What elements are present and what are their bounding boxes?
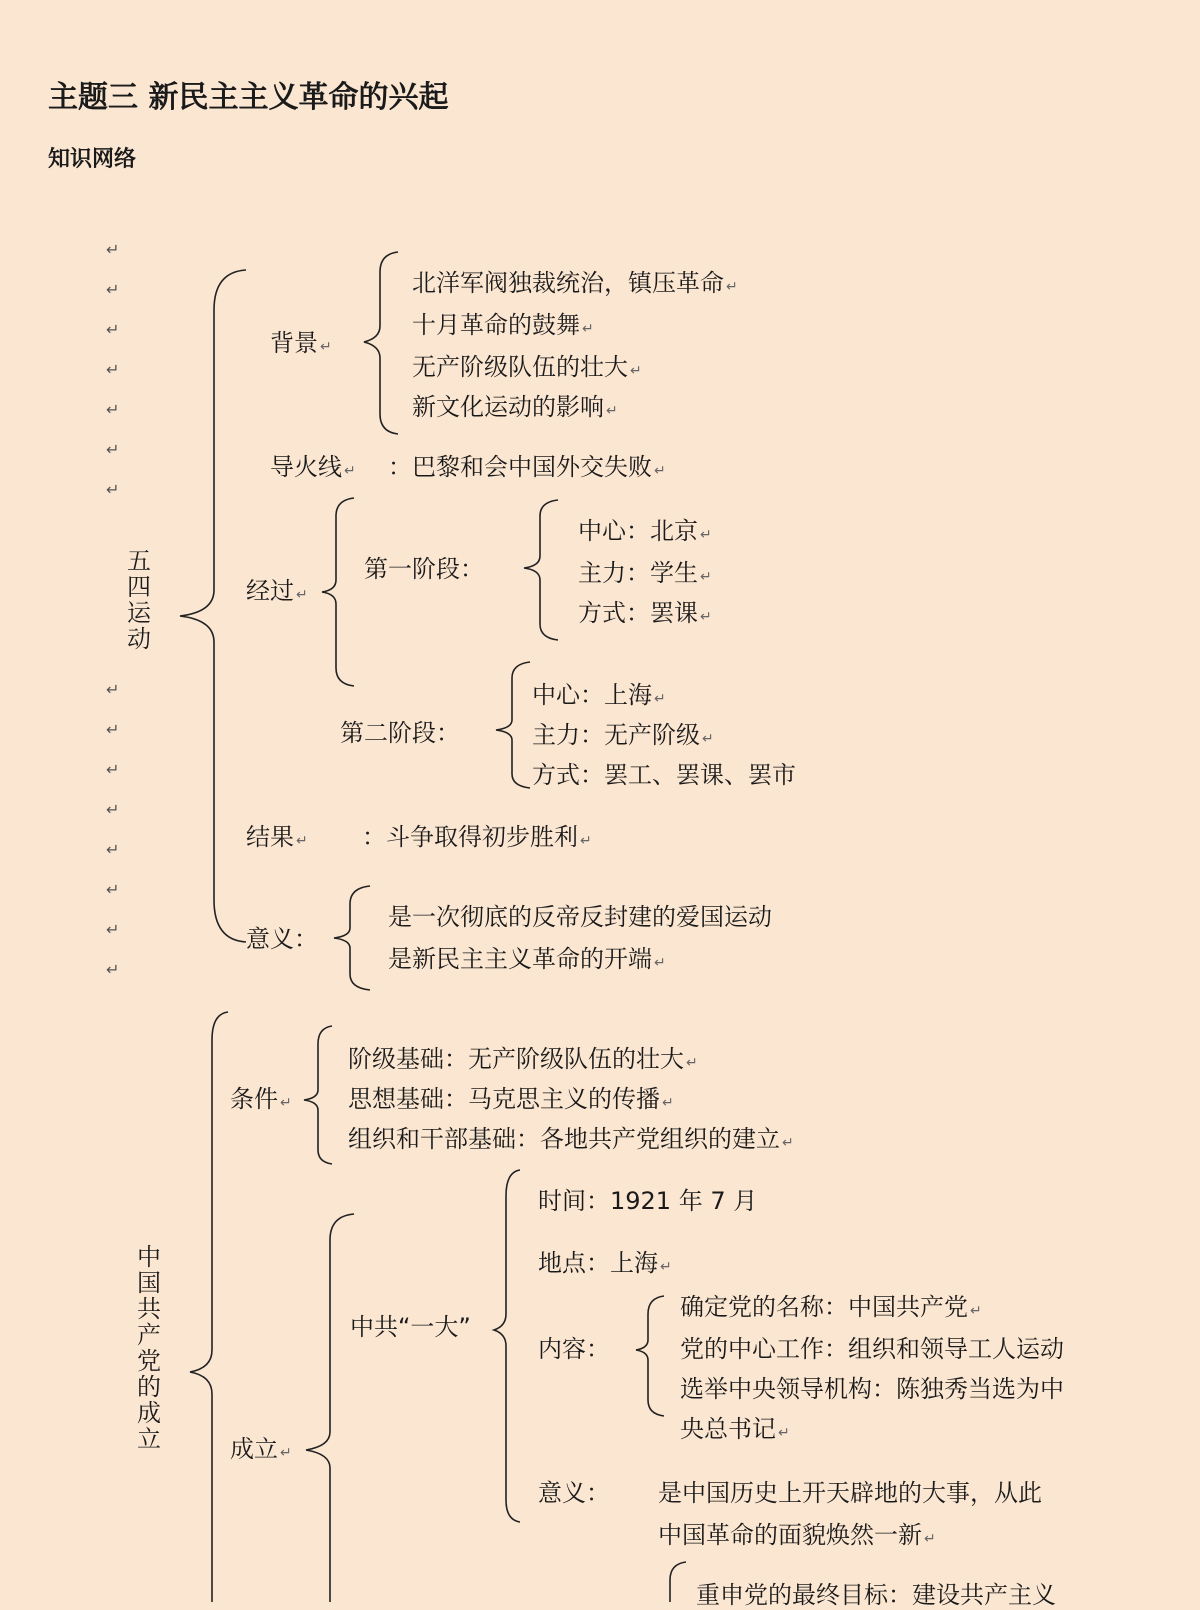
stage2-item: 中心：上海 ↵ [532,681,666,709]
return-mark: ↵ [106,880,120,899]
conditions-item: 思想基础：马克思主义的传播 ↵ [348,1085,674,1113]
stage1-item: 方式：罢课 ↵ [578,599,712,627]
return-mark: ↵ [106,360,120,379]
brace-second-item [670,1562,686,1602]
stage2-label: 第二阶段： [340,719,460,747]
brace-stage1 [524,500,558,640]
stage2-item: 方式：罢工、罢课、罢市 [532,761,796,789]
return-mark: ↵ [106,480,120,499]
congress-place: 地点：上海 ↵ [538,1249,672,1277]
brace-section1 [180,270,246,942]
congress-meaning-line: 中国革命的面貌焕然一新 ↵ [658,1521,936,1549]
return-mark: ↵ [106,240,120,259]
brace-significance [334,886,370,990]
stage1-label: 第一阶段： [364,555,484,583]
background-item: 新文化运动的影响 ↵ [412,393,618,421]
return-mark: ↵ [106,760,120,779]
conditions-label: 条件 ↵ [230,1085,292,1113]
congress-label: 中共“一大” [350,1313,471,1341]
significance-item: 是新民主主义革命的开端 ↵ [388,945,666,973]
section-heading: 知识网络 [48,147,137,172]
content-item: 选举中央领导机构：陈独秀当选为中 [680,1375,1064,1403]
congress-content-label: 内容： [538,1335,610,1363]
brace-background [364,252,398,434]
return-mark: ↵ [106,440,120,459]
brace-stage2 [496,662,530,788]
founding-label: 成立 ↵ [230,1435,292,1463]
content-item: 党的中心工作：组织和领导工人运动 [680,1335,1064,1363]
congress-meaning-label: 意义： [538,1479,610,1507]
brace-founding [306,1214,354,1602]
fuse-value: ：巴黎和会中国外交失败 ↵ [388,453,666,481]
return-mark: ↵ [106,960,120,979]
congress-time: 时间：1921 年 7 月 [538,1187,758,1215]
return-mark: ↵ [106,920,120,939]
section2-label: 中国共产党的成立 [137,1243,161,1453]
brace-conditions [304,1026,332,1164]
return-mark: ↵ [106,400,120,419]
brace-content [636,1296,664,1416]
return-mark: ↵ [106,320,120,339]
page-title: 主题三 新民主主义革命的兴起 [48,80,449,115]
return-mark: ↵ [106,720,120,739]
brace-congress [494,1170,520,1522]
background-item: 北洋军阀独裁统治，镇压革命 ↵ [412,269,738,297]
return-mark: ↵ [106,680,120,699]
background-label: 背景 ↵ [270,329,332,357]
return-mark: ↵ [106,800,120,819]
conditions-item: 组织和干部基础：各地共产党组织的建立 ↵ [348,1125,794,1153]
content-item: 央总书记 ↵ [680,1415,790,1443]
stage1-item: 中心：北京 ↵ [578,517,712,545]
significance-item: 是一次彻底的反帝反封建的爱国运动 [388,903,772,931]
background-item: 十月革命的鼓舞 ↵ [412,311,594,339]
conditions-item: 阶级基础：无产阶级队伍的壮大 ↵ [348,1045,698,1073]
process-label: 经过 ↵ [246,577,308,605]
brace-section2 [190,1012,228,1602]
congress-meaning-line: 是中国历史上开天辟地的大事，从此 [658,1479,1042,1507]
second-congress-item: 重申党的最终目标：建设共产主义 [696,1581,1056,1609]
result-label: 结果 ↵ [246,823,308,851]
section1-label: 五四运动 [127,547,151,653]
stage1-item: 主力：学生 ↵ [578,559,712,587]
result-value: ：斗争取得初步胜利 ↵ [362,823,592,851]
background-item: 无产阶级队伍的壮大 ↵ [412,353,642,381]
stage2-item: 主力：无产阶级 ↵ [532,721,714,749]
return-mark: ↵ [106,280,120,299]
content-item: 确定党的名称：中国共产党 ↵ [680,1293,982,1321]
brace-process [322,498,354,686]
significance-label: 意义： [246,925,318,953]
return-mark: ↵ [106,840,120,859]
fuse-label: 导火线 ↵ [270,453,356,481]
